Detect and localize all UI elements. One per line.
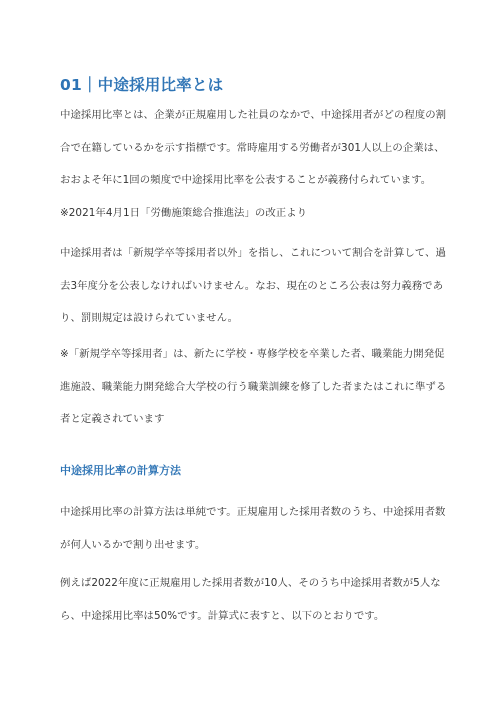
paragraph-law-note: [60, 197, 442, 230]
paragraph-mid-career-definition: [60, 237, 446, 335]
subsection-heading: 中途採用比率の計算方法: [60, 464, 181, 477]
paragraph-calculation-example: [60, 567, 442, 632]
paragraph-line: り、罰則規定は設けられていません。: [60, 312, 239, 324]
paragraph-line: 例えば2022年度に正規雇用した採用者数が10人、そのうち中途採用者数が5人な: [60, 577, 441, 589]
paragraph-line: 者と定義されています: [60, 413, 165, 425]
paragraph-new-graduate-note: [60, 338, 447, 436]
paragraph-line: 中途採用者は「新規学卒等採用者以外」を指し、これについて割合を計算して、過: [60, 247, 446, 259]
paragraph-line: おおよそ年に1回の頻度で中途採用比率を公表することが義務付られています。: [60, 174, 432, 186]
paragraph-line: 合で在籍しているかを示す指標です。常時雇用する労働者が301人以上の企業は、: [60, 141, 445, 154]
paragraph-line: が何人いるかで割り出せます。: [60, 538, 206, 551]
paragraph-definition: [60, 99, 447, 197]
paragraph-line: 中途採用比率の計算方法は単純です。正規雇用した採用者数のうち、中途採用者数: [60, 506, 446, 518]
paragraph-line: ※「新規学卒等採用者」は、新たに学校・専修学校を卒業した者、職業能力開発促: [60, 348, 445, 360]
paragraph-line: 中途採用比率とは、企業が正規雇用した社員のなかで、中途採用者がどの程度の割: [60, 109, 447, 121]
section-heading: 01｜中途採用比率とは: [60, 76, 224, 94]
paragraph-line: 去3年度分を公表しなければいけません。なお、現在のところ公表は努力義務であ: [60, 279, 444, 292]
paragraph-calculation-method: [60, 496, 446, 561]
paragraph-line: ら、中途採用比率は50%です。計算式に表すと、以下のとおりです。: [60, 609, 385, 622]
paragraph-line: ※2021年4月1日「労働施策総合推進法」の改正より: [60, 207, 308, 219]
paragraph-line: 進施設、職業能力開発総合大学校の行う職業訓練を修了した者またはこれに準ずる: [60, 380, 447, 393]
